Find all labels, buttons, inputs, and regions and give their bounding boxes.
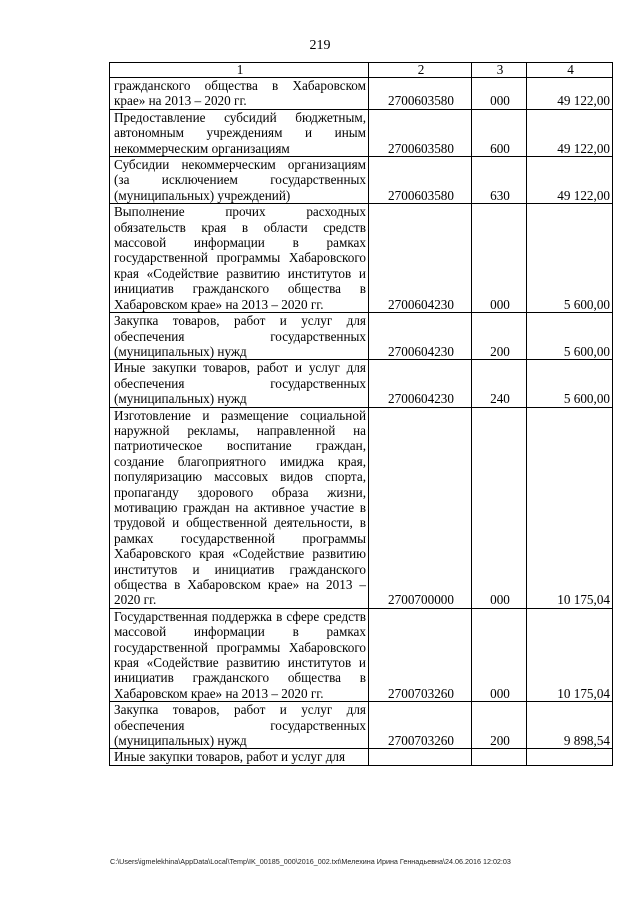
row-code: 2700603580 xyxy=(369,157,472,204)
row-amount: 49 122,00 xyxy=(527,109,613,156)
row-type: 000 xyxy=(472,608,527,701)
row-type: 240 xyxy=(472,360,527,407)
row-amount: 5 600,00 xyxy=(527,204,613,313)
row-name: Предоставление субсидий бюджетным, автономным учреждениям и иным некоммерческим организациям xyxy=(110,109,369,156)
header-col-2: 2 xyxy=(369,63,472,78)
row-code xyxy=(369,749,472,765)
table-header-row xyxy=(110,63,613,78)
row-name: Выполнение прочих расходных обязательств края в области средств массовой информации в рамках государственной программы Хабаровского края «Содействие развитию институтов и инициатив гражданского общества в Хабаровском крае» на 2013 – 2020 гг. xyxy=(110,204,369,313)
table-row xyxy=(110,360,613,407)
row-amount: 5 600,00 xyxy=(527,360,613,407)
row-type: 000 xyxy=(472,407,527,608)
header-col-1: 1 xyxy=(110,63,369,78)
row-name: гражданского общества в Хабаровском крае» на 2013 – 2020 гг. xyxy=(110,78,369,110)
table-row xyxy=(110,313,613,360)
table-row xyxy=(110,749,613,765)
table-row xyxy=(110,109,613,156)
row-name: Иные закупки товаров, работ и услуг для обеспечения государственных (муниципальных) нужд xyxy=(110,360,369,407)
row-amount: 5 600,00 xyxy=(527,313,613,360)
row-code: 2700604230 xyxy=(369,360,472,407)
row-amount xyxy=(527,749,613,765)
row-code: 2700700000 xyxy=(369,407,472,608)
table-row xyxy=(110,702,613,749)
row-code: 2700703260 xyxy=(369,608,472,701)
row-code: 2700603580 xyxy=(369,109,472,156)
row-code: 2700604230 xyxy=(369,313,472,360)
row-type: 000 xyxy=(472,78,527,110)
row-name: Изготовление и размещение социальной наружной рекламы, направленной на патриотическое воспитание граждан, создание благоприятного имиджа края, популяризацию массовых видов спорта, пропаганду здорового образа жизни, мотивацию граждан на активное участие в трудовой и общественной деятельности, в рамках государственной программы Хабаровского края «Содействие развитию институтов и инициатив гражданского общества в Хабаровском крае» на 2013 – 2020 гг. xyxy=(110,407,369,608)
row-type: 600 xyxy=(472,109,527,156)
file-path-footer: C:\Users\igmelekhina\AppData\Local\Temp\IK_00185_000\2016_002.txt\Мелехина Ирина Геннадьевна\24.06.2016 12:02:03 xyxy=(110,857,511,866)
header-col-3: 3 xyxy=(472,63,527,78)
row-code: 2700703260 xyxy=(369,702,472,749)
page-number: 219 xyxy=(309,38,331,53)
row-type: 000 xyxy=(472,204,527,313)
row-type: 200 xyxy=(472,702,527,749)
row-amount: 10 175,04 xyxy=(527,608,613,701)
table-row xyxy=(110,204,613,313)
row-code: 2700603580 xyxy=(369,78,472,110)
row-name: Субсидии некоммерческим организациям (за исключением государственных (муниципальных) учреждений) xyxy=(110,157,369,204)
row-amount: 49 122,00 xyxy=(527,78,613,110)
budget-table xyxy=(109,62,613,766)
row-name: Государственная поддержка в сфере средств массовой информации в рамках государственной программы Хабаровского края «Содействие развитию институтов и инициатив гражданского общества в Хабаровском крае» на 2013 – 2020 гг. xyxy=(110,608,369,701)
row-name: Закупка товаров, работ и услуг для обеспечения государственных (муниципальных) нужд xyxy=(110,702,369,749)
row-type: 200 xyxy=(472,313,527,360)
row-name: Иные закупки товаров, работ и услуг для xyxy=(110,749,369,765)
table-row xyxy=(110,157,613,204)
header-col-4: 4 xyxy=(527,63,613,78)
table-row xyxy=(110,78,613,110)
row-amount: 10 175,04 xyxy=(527,407,613,608)
row-type xyxy=(472,749,527,765)
row-name: Закупка товаров, работ и услуг для обеспечения государственных (муниципальных) нужд xyxy=(110,313,369,360)
row-code: 2700604230 xyxy=(369,204,472,313)
table-row xyxy=(110,608,613,701)
row-amount: 9 898,54 xyxy=(527,702,613,749)
row-type: 630 xyxy=(472,157,527,204)
row-amount: 49 122,00 xyxy=(527,157,613,204)
table-row xyxy=(110,407,613,608)
